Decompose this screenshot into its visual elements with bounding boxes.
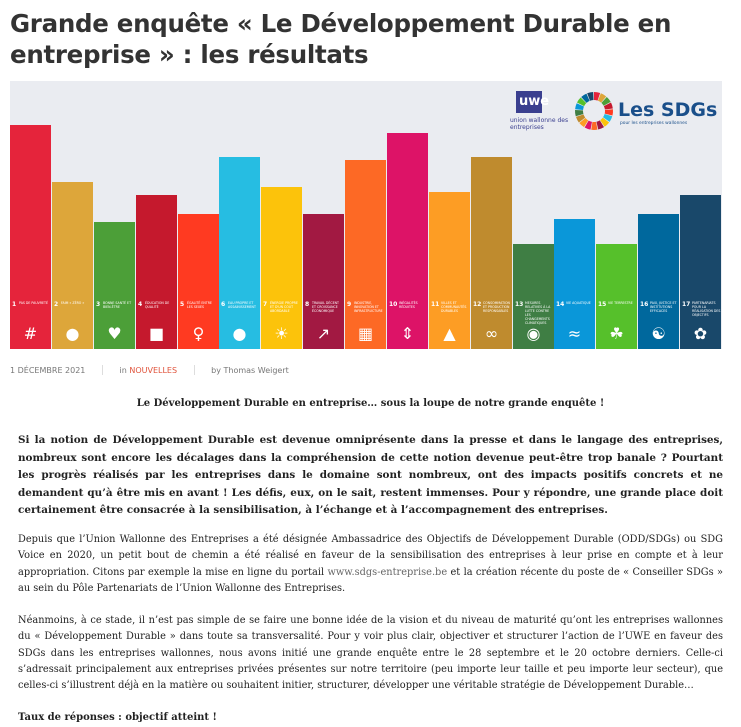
sdg-banner-image — [10, 81, 722, 349]
sdg-goal-17-icon: ✿ — [693, 324, 708, 343]
sdg-goal-5-icon: ♀ — [192, 324, 205, 343]
sdg-bar-14 — [554, 219, 595, 349]
sdg-goal-9-icon: ▦ — [357, 324, 374, 343]
uwe-mark: uwe — [516, 91, 542, 113]
sdg-wheel-segment — [591, 122, 597, 130]
sdg-label: INDUSTRIE, INNOVATION ET INFRASTRUCTURE — [354, 301, 383, 313]
sdg-logo-title: Les SDGs — [618, 99, 718, 121]
sdg-label: PARTENARIATS POUR LA RÉALISATION DES OBJECTIFS — [692, 301, 721, 317]
sdg-number: 9 — [347, 301, 352, 308]
sdg-bar-9 — [345, 160, 386, 349]
sdg-label: ÉNERGIE PROPRE ET D'UN COÛT ABORDABLE — [270, 301, 298, 313]
sdg-number: 1 — [12, 301, 17, 308]
sdg-number: 4 — [138, 301, 143, 308]
uwe-logo — [510, 91, 572, 137]
article-lead: Le Développement Durable en entreprise… sous la loupe de notre grande enquête ! — [136, 398, 605, 409]
sdg-bar-8 — [303, 214, 344, 349]
sdg-goal-2-icon: ● — [65, 324, 80, 343]
sdg-bar-13 — [513, 244, 554, 349]
sdg-label: EAU PROPRE ET ASSAINISSEMENT — [228, 301, 256, 309]
sdg-number: 2 — [54, 301, 59, 308]
sdg-goal-1-icon: # — [23, 324, 38, 343]
post-author[interactable]: by Thomas Weigert — [211, 366, 289, 375]
sdg-bar-16 — [638, 214, 679, 349]
sdg-number: 11 — [431, 301, 440, 308]
sdg-goal-4-icon: ■ — [148, 324, 165, 343]
sdg-number: 13 — [515, 301, 524, 308]
sdg-number: 6 — [221, 301, 226, 308]
post-date: 1 DÉCEMBRE 2021 — [10, 366, 86, 375]
article-paragraph-1: Si la notion de Développement Durable est devenue omniprésente dans la presse et dans le langage des entreprises, nombreux sont encore les décalages dans la compréhension de cette notion devenue peut-être trop banale ? Pourtant les progrès réalisés par les entreprises dans le domaine sont nombreux, ont des impacts positifs concrets et ne demandent qu’à être mis en avant ! Les défis, eux, on le sait, restent immenses. Pour y répondre, une grande place doit certainement être consacrée à la sensibilisation, à l’échange et à l’accompagnement des entreprises. — [18, 434, 723, 517]
sdg-number: 3 — [96, 301, 101, 308]
sdgs-portal-link[interactable]: www.sdgs-entreprise.be — [327, 566, 448, 578]
sdg-number: 14 — [556, 301, 565, 308]
sdg-goal-10-icon: ⇕ — [400, 324, 415, 343]
sdg-label: VILLES ET COMMUNAUTÉS DURABLES — [441, 301, 467, 313]
sdg-label: CONSOMMATION ET PRODUCTION RESPONSABLES — [483, 301, 510, 313]
sdg-bar-17 — [680, 195, 721, 349]
section-heading-response-rate: Taux de réponses : objectif atteint ! — [18, 712, 217, 723]
sdg-bar-5 — [178, 214, 219, 349]
sdg-logo — [574, 91, 722, 131]
sdg-goal-15-icon: ☘ — [609, 324, 624, 343]
sdg-number: 10 — [389, 301, 398, 308]
sdg-goal-16-icon: ☯ — [651, 324, 666, 343]
sdg-number: 5 — [180, 301, 185, 308]
sdg-number: 16 — [640, 301, 649, 308]
sdg-bar-11 — [429, 192, 470, 349]
post-meta — [10, 365, 289, 375]
sdg-label: INÉGALITÉS RÉDUITES — [399, 301, 418, 309]
sdg-label: MESURES RELATIVES À LA LUTTE CONTRE LES CHANGEMENTS CLIMATIQUES — [525, 301, 551, 325]
sdg-number: 17 — [682, 301, 691, 308]
sdg-bar-4 — [136, 195, 177, 349]
sdg-label: BONNE SANTÉ ET BIEN-ÊTRE — [103, 301, 132, 309]
meta-divider — [194, 365, 195, 375]
meta-divider — [102, 365, 103, 375]
uwe-name: union wallonne des entreprises — [510, 117, 569, 131]
sdg-goal-7-icon: ☀ — [274, 324, 289, 343]
sdg-goal-12-icon: ∞ — [484, 324, 499, 343]
sdg-bar-12 — [471, 157, 512, 349]
sdg-label: ÉGALITÉ ENTRE LES SEXES — [187, 301, 212, 309]
sdg-goal-3-icon: ♥ — [107, 324, 122, 343]
sdg-goal-13-icon: ◉ — [526, 324, 541, 343]
sdg-label: VIE AQUATIQUE — [566, 301, 591, 305]
article-title: Grande enquête « Le Développement Durable en entreprise » : les résultats — [10, 9, 672, 69]
article-paragraph-2 — [18, 532, 723, 597]
article-paragraph-3: Néanmoins, à ce stade, il n’est pas simple de se faire une bonne idée de la vision et du niveau de maturité qu’ont les entreprises wallonnes du « Développement Durable » dans toute sa transversalité. Pour y voir plus clair, objectiver et structurer l’action de l’UWE en faveur des SDGs dans les entreprises wallonnes, nous avons initié une grande enquête entre le 28 septembre et le 20 octobre derniers. Celle-ci s’adressait principalement aux entreprises privées présentes sur notre territoire (peu importe leur taille et peu importe leur secteur), que celles-ci s’illustrent déjà en la matière ou souhaitent initier, structurer, développer une véritable stratégie de Développement Durable… — [18, 615, 723, 692]
sdg-goal-14-icon: ≈ — [567, 324, 582, 343]
sdg-bar-3 — [94, 222, 135, 349]
sdg-bar-15 — [596, 244, 637, 349]
sdg-label: PAS DE PAUVRETÉ — [19, 301, 49, 305]
sdg-bar-6 — [219, 157, 260, 349]
sdg-number: 8 — [305, 301, 310, 308]
sdg-label: ÉDUCATION DE QUALITÉ — [145, 301, 170, 309]
sdg-bar-2 — [52, 182, 93, 349]
sdg-bar-10 — [387, 133, 428, 349]
sdg-goal-8-icon: ↗ — [316, 324, 331, 343]
sdg-bar-7 — [261, 187, 302, 349]
sdg-number: 7 — [263, 301, 268, 308]
category-link[interactable]: NOUVELLES — [129, 366, 178, 375]
paragraph-2-text-b: et la création récente du poste de « Conseiller SDGs » au sein du Pôle Partenariats de l’Union Wallonne des Entreprises. — [18, 566, 724, 594]
sdg-goal-6-icon: ● — [232, 324, 247, 343]
paragraph-2-text-a: Depuis que l’Union Wallonne des Entreprises a été désignée Ambassadrice des Objectifs de Développement Durable (ODD/SDGs) ou SDG Voice en 2020, un petit bout de chemin a été réalisé en faveur de la sensibilisation des entreprises à leur prise en compte et à leur appropriation. Citons par exemple la mise en ligne du portail — [18, 534, 723, 578]
sdg-number: 15 — [598, 301, 607, 308]
sdg-label: FAIM « ZÉRO » — [61, 301, 85, 305]
sdg-number: 12 — [473, 301, 482, 308]
sdg-label: TRAVAIL DÉCENT ET CROISSANCE ÉCONOMIQUE — [312, 301, 339, 313]
sdg-label: PAIX, JUSTICE ET INSTITUTIONS EFFICACES — [650, 301, 677, 313]
sdg-label: VIE TERRESTRE — [608, 301, 633, 305]
category-prefix: in — [119, 366, 127, 375]
sdg-goal-11-icon: ▲ — [443, 324, 456, 343]
sdg-bar-1 — [10, 125, 51, 349]
sdg-logo-subtitle: pour les entreprises wallonnes — [620, 121, 688, 126]
sdg-wheel-icon — [574, 91, 614, 131]
